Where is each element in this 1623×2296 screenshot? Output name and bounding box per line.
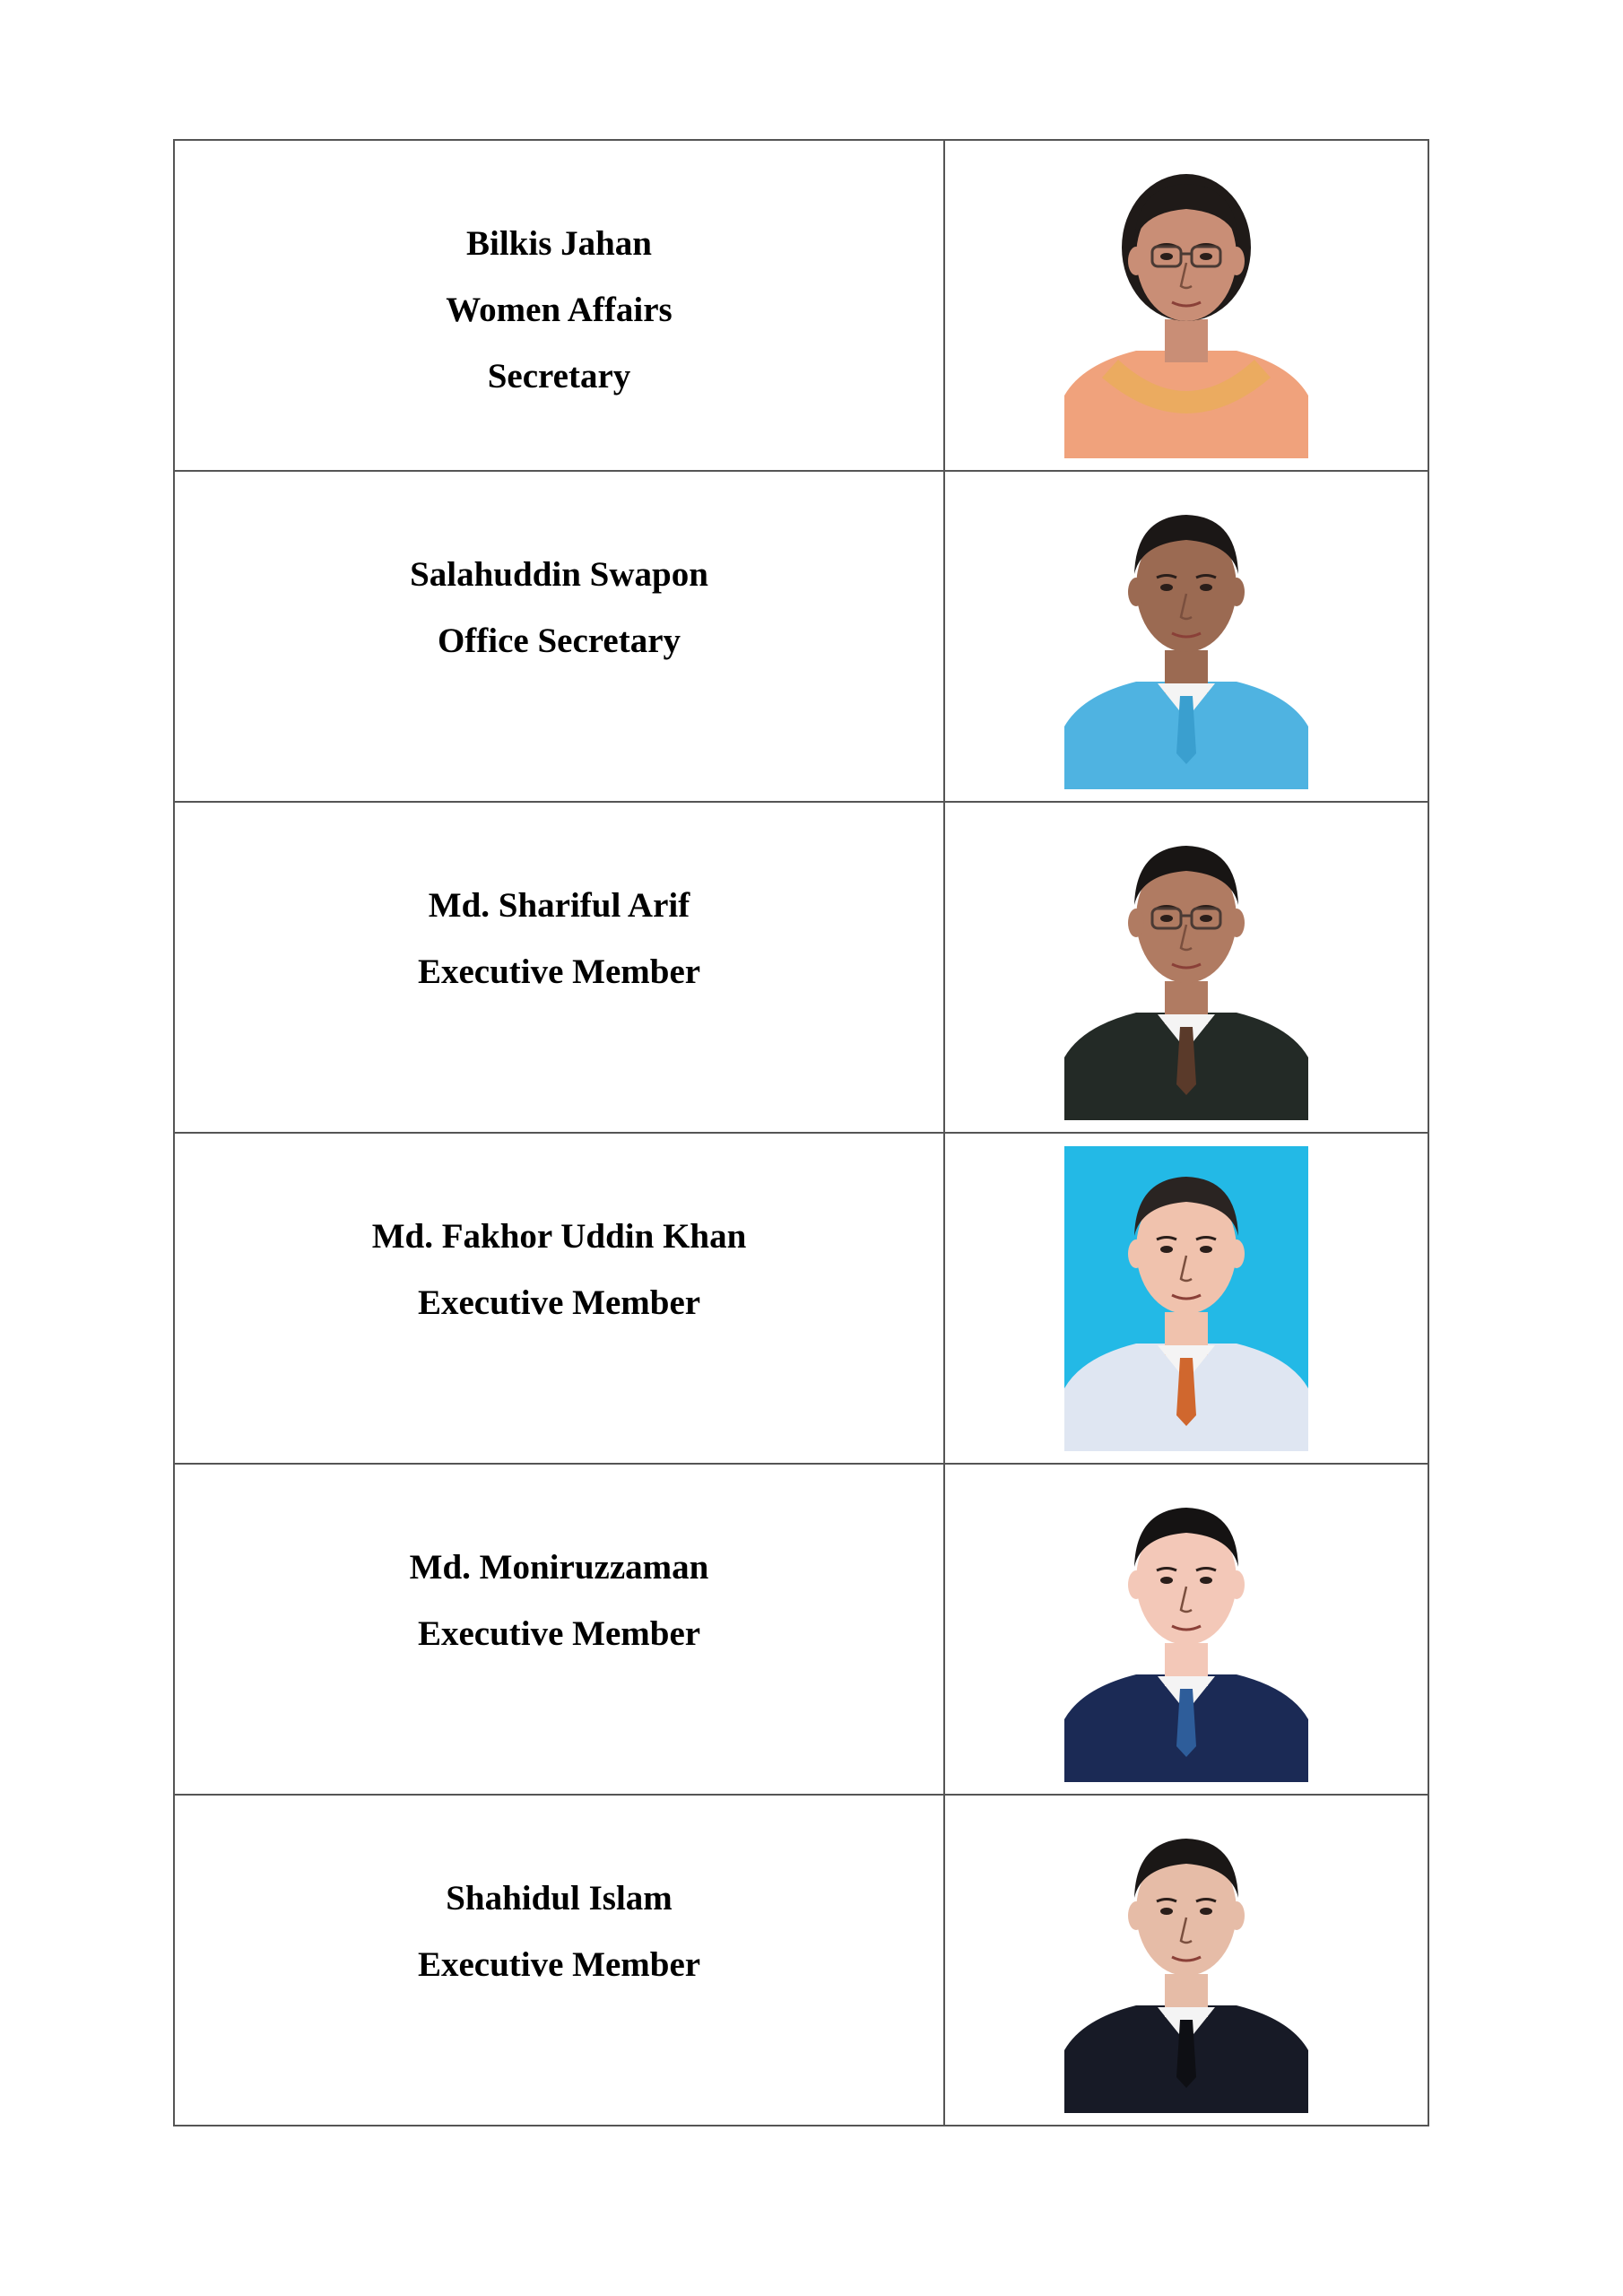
- member-designation: Executive Member: [417, 952, 701, 991]
- portrait-man-icon: [1064, 1477, 1308, 1782]
- member-info-cell: [174, 802, 944, 1133]
- member-info-cell: [174, 140, 944, 471]
- member-row: [174, 140, 1428, 471]
- member-name: Salahuddin Swapon: [410, 555, 708, 594]
- member-photo-cell: [944, 140, 1428, 471]
- member-photo-cell: [944, 471, 1428, 802]
- member-photo: [1064, 1146, 1308, 1451]
- member-row: [174, 1464, 1428, 1795]
- member-name: Md. Shariful Arif: [428, 886, 690, 925]
- member-designation: Executive Member: [417, 1283, 701, 1322]
- members-table: [173, 139, 1429, 2126]
- portrait-woman-icon: [1064, 153, 1308, 458]
- member-photo: [1064, 484, 1308, 789]
- member-designation: Women Affairs: [446, 291, 673, 329]
- member-row: [174, 1133, 1428, 1464]
- member-designation: Secretary: [487, 357, 631, 396]
- member-photo: [1064, 153, 1308, 458]
- member-row: [174, 802, 1428, 1133]
- member-name: Shahidul Islam: [446, 1879, 673, 1918]
- member-photo-cell: [944, 1464, 1428, 1795]
- portrait-man-icon: [1064, 1808, 1308, 2113]
- member-name: Md. Moniruzzaman: [409, 1548, 709, 1587]
- member-photo: [1064, 1477, 1308, 1782]
- member-info-cell: [174, 471, 944, 802]
- member-row: [174, 471, 1428, 802]
- portrait-man-icon: [1064, 1146, 1308, 1451]
- member-row: [174, 1795, 1428, 2126]
- member-photo-cell: [944, 802, 1428, 1133]
- portrait-man-icon: [1064, 484, 1308, 789]
- member-info-cell: [174, 1133, 944, 1464]
- member-info-cell: [174, 1795, 944, 2126]
- member-name: Bilkis Jahan: [465, 224, 653, 263]
- portrait-man-icon: [1064, 815, 1308, 1120]
- member-photo: [1064, 1808, 1308, 2113]
- member-photo-cell: [944, 1795, 1428, 2126]
- member-info-cell: [174, 1464, 944, 1795]
- member-photo-cell: [944, 1133, 1428, 1464]
- member-designation: Executive Member: [417, 1945, 701, 1984]
- member-name: Md. Fakhor Uddin Khan: [371, 1217, 747, 1256]
- member-photo: [1064, 815, 1308, 1120]
- member-designation: Executive Member: [417, 1614, 701, 1653]
- member-designation: Office Secretary: [437, 622, 681, 660]
- members-table-body: [174, 140, 1428, 2126]
